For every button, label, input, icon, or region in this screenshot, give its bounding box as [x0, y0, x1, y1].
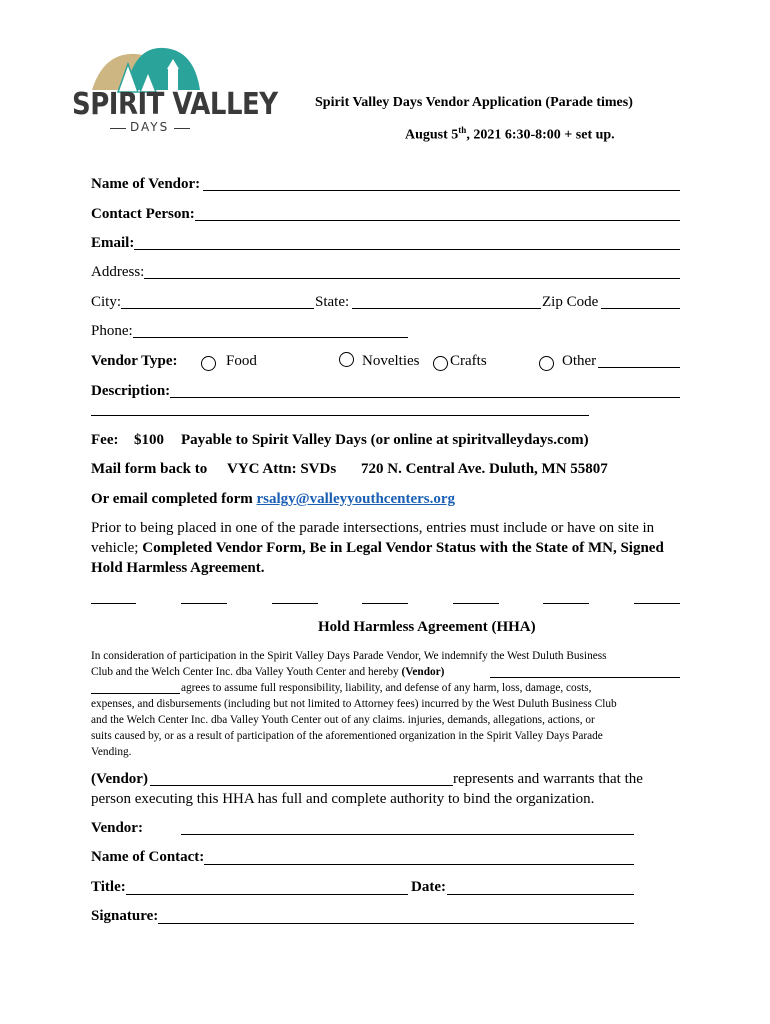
hha-line-3: agrees to assume full responsibility, liability, and defense of any harm, loss, damage, costs,: [181, 682, 592, 694]
zip-label: Zip Code: [542, 294, 599, 310]
prior-line-1: Prior to being placed in one of the parade intersections, entries must include or have on site in: [91, 520, 655, 536]
address-field[interactable]: [144, 278, 680, 279]
other-radio[interactable]: [539, 356, 554, 371]
blank-7[interactable]: [634, 603, 680, 604]
description-label: Description:: [91, 383, 171, 399]
name-of-contact-field[interactable]: [204, 864, 634, 865]
description-field-line-1[interactable]: [170, 397, 680, 398]
event-date: [405, 125, 615, 144]
logo-sub: DAYS: [130, 120, 170, 134]
other-field[interactable]: [598, 367, 680, 368]
food-radio[interactable]: [201, 356, 216, 371]
description-field-line-2[interactable]: [91, 415, 589, 416]
prior-line-2-bold: Completed Vendor Form, Be in Legal Vendor Status with the State of MN, Signed: [142, 540, 664, 556]
hha-line-2-text: Club and the Welch Center Inc. dba Valley Youth Center and hereby: [91, 666, 399, 678]
novelties-radio[interactable]: [339, 352, 354, 367]
contact-person-label: Contact Person:: [91, 206, 195, 222]
email-instruction: [91, 491, 455, 508]
email-instruction-text: Or email completed form: [91, 491, 253, 507]
hha-line-2: [91, 664, 444, 680]
mail-label: Mail form back to: [91, 461, 208, 477]
signoff-vendor-label: Vendor:: [91, 820, 143, 836]
fee-text: Payable to Spirit Valley Days (or online at spiritvalleydays.com): [181, 432, 589, 448]
contact-person-field[interactable]: [195, 220, 680, 221]
represents-vendor-field[interactable]: [150, 785, 453, 786]
title-field[interactable]: [126, 894, 408, 895]
name-of-vendor-field[interactable]: [203, 190, 680, 191]
logo-sub-line-right: [174, 128, 190, 129]
hha-vendor-inline: (Vendor): [401, 666, 445, 678]
logo-sub-line-left: [110, 128, 126, 129]
crafts-label: Crafts: [450, 353, 487, 369]
hha-line-5: and the Welch Center Inc. dba Valley Youth Center out of any claims. injuries, demands, allegations, actions, or: [91, 714, 595, 726]
zip-field[interactable]: [601, 308, 680, 309]
title-label: Title:: [91, 879, 126, 895]
date-field[interactable]: [447, 894, 634, 895]
name-of-contact-label: Name of Contact:: [91, 849, 205, 865]
other-label: Other: [562, 353, 597, 369]
hha-line-4: expenses, and disbursements (including but not limited to Attorney fees) incurred by the West Duluth Business Club: [91, 698, 617, 710]
email-label: Email:: [91, 235, 135, 251]
date-label: Date:: [411, 879, 446, 895]
prior-line-2: [91, 540, 664, 557]
fee-amount: $100: [134, 432, 164, 448]
mail-attn: VYC Attn: SVDs: [227, 461, 337, 477]
blank-3[interactable]: [272, 603, 318, 604]
state-field[interactable]: [352, 308, 541, 309]
hha-vendor-field-1[interactable]: [490, 677, 680, 678]
fee-label: Fee:: [91, 432, 119, 448]
email-link[interactable]: rsalgy@valleyyouthcenters.org: [256, 491, 456, 507]
represents-text-1: represents and warrants that the: [453, 771, 643, 787]
name-of-vendor-label: Name of Vendor:: [91, 176, 201, 192]
event-date-prefix: August 5: [405, 127, 459, 143]
city-field[interactable]: [121, 308, 314, 309]
page-title: Spirit Valley Days Vendor Application (Parade times): [315, 95, 633, 110]
phone-field[interactable]: [133, 337, 408, 338]
hha-line-6: suits caused by, or as a result of participation of the aforementioned organization in the Spirit Valley Days Parade: [91, 730, 603, 742]
city-label: City:: [91, 294, 122, 310]
mail-address: 720 N. Central Ave. Duluth, MN 55807: [361, 461, 608, 477]
novelties-label: Novelties: [362, 353, 420, 369]
hha-title: Hold Harmless Agreement (HHA): [318, 619, 536, 635]
blank-6[interactable]: [543, 603, 589, 604]
email-field[interactable]: [134, 249, 680, 250]
vendor-type-label: Vendor Type:: [91, 353, 178, 369]
blank-4[interactable]: [362, 603, 408, 604]
hha-line-7: Vending.: [91, 746, 132, 758]
logo-name: SPIRIT VALLEY: [72, 87, 278, 123]
blank-1[interactable]: [91, 603, 136, 604]
hha-line-1: In consideration of participation in the Spirit Valley Days Parade Vendor, We indemnify the West Duluth Business: [91, 650, 607, 662]
hha-paragraph: [91, 648, 681, 763]
signoff-vendor-field[interactable]: [181, 834, 634, 835]
state-label: State:: [315, 294, 350, 310]
phone-label: Phone:: [91, 323, 133, 339]
event-date-rest: , 2021 6:30-8:00 + set up.: [466, 127, 615, 143]
address-label: Address:: [91, 264, 145, 280]
represents-text-2: person executing this HHA has full and complete authority to bind the organization.: [91, 791, 595, 807]
prior-line-3: Hold Harmless Agreement.: [91, 560, 265, 576]
prior-line-2-plain: vehicle;: [91, 540, 143, 556]
spirit-valley-days-logo: [70, 42, 278, 142]
food-label: Food: [226, 353, 257, 369]
crafts-radio[interactable]: [433, 356, 448, 371]
represents-vendor-label: (Vendor): [91, 771, 148, 787]
blank-2[interactable]: [181, 603, 227, 604]
hha-vendor-field-2[interactable]: [91, 693, 180, 694]
signature-label: Signature:: [91, 908, 159, 924]
signature-field[interactable]: [158, 923, 634, 924]
event-date-sup: th: [458, 125, 467, 135]
blank-5[interactable]: [453, 603, 499, 604]
